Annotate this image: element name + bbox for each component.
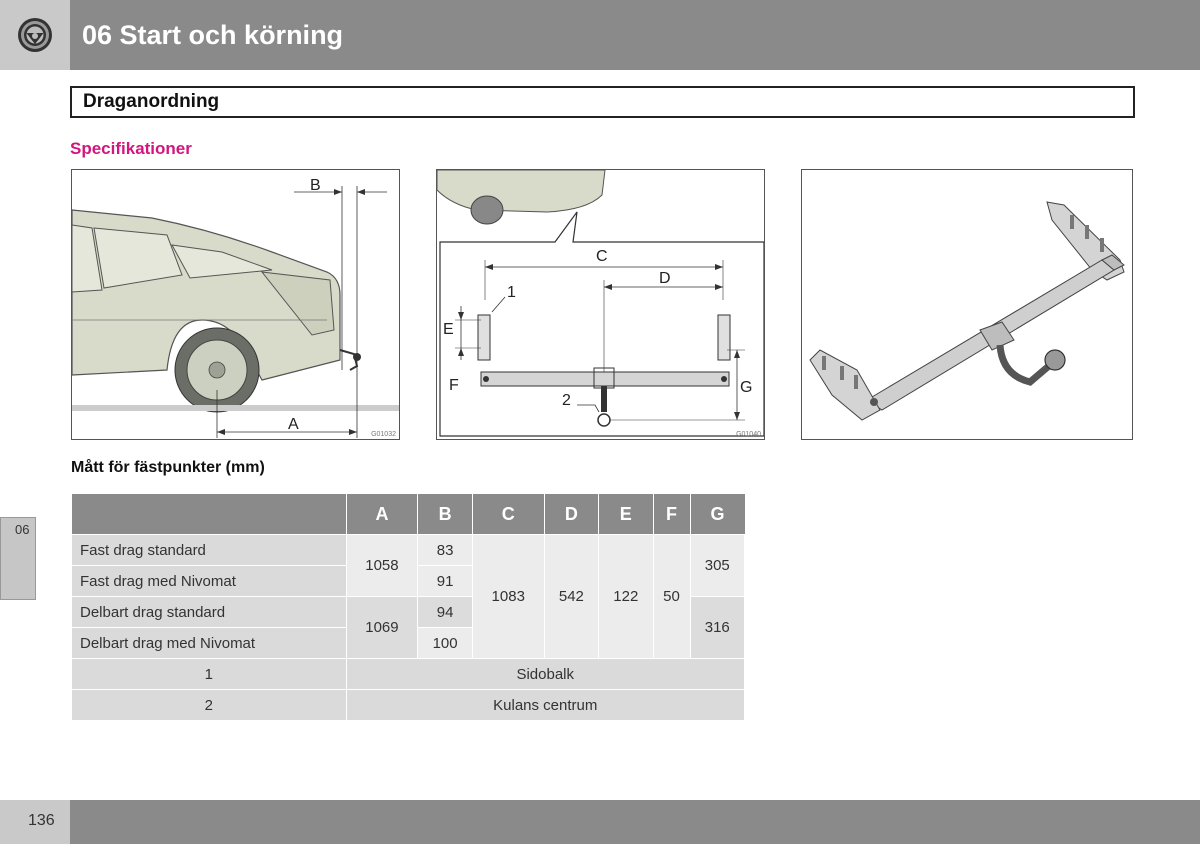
header-blank <box>72 494 347 535</box>
column-header-b: B <box>418 494 472 535</box>
section-title-box <box>70 86 1135 118</box>
value-g-delbart: 316 <box>690 597 745 659</box>
value-b: 100 <box>418 628 472 659</box>
value-f: 50 <box>653 535 690 659</box>
figure-code: G01032 <box>371 431 396 438</box>
dimension-label-d: D <box>659 270 671 287</box>
table-row <box>72 535 745 566</box>
value-b: 94 <box>418 597 472 628</box>
value-a-fast: 1058 <box>346 535 418 597</box>
chapter-title: 06 Start och körning <box>82 20 344 50</box>
row-label: Delbart drag med Nivomat <box>72 628 347 659</box>
row-label: Fast drag standard <box>72 535 347 566</box>
figure-towbar-perspective <box>801 169 1133 440</box>
dimension-label-g: G <box>740 379 753 396</box>
value-b: 83 <box>418 535 472 566</box>
chapter-side-tab <box>0 517 36 600</box>
side-tab-label: 06 <box>15 522 30 537</box>
row-label: Fast drag med Nivomat <box>72 566 347 597</box>
column-header-f: F <box>653 494 690 535</box>
dimension-label-b: B <box>310 177 321 194</box>
column-header-d: D <box>544 494 598 535</box>
value-g-fast: 305 <box>690 535 745 597</box>
column-header-a: A <box>346 494 418 535</box>
subheading-specifications: Specifikationer <box>70 139 192 158</box>
towbar-rear-illustration <box>437 170 765 440</box>
row-label: Delbart drag standard <box>72 597 347 628</box>
value-e: 122 <box>599 535 653 659</box>
dimension-label-a: A <box>288 416 299 433</box>
column-header-c: C <box>472 494 544 535</box>
value-d: 542 <box>544 535 598 659</box>
value-a-delbart: 1069 <box>346 597 418 659</box>
header-icon-area <box>0 0 70 70</box>
page-number: 136 <box>28 812 55 829</box>
callout-label-2: 2 <box>562 392 571 409</box>
car-rear-illustration <box>72 170 400 440</box>
legend-number: 1 <box>72 659 347 690</box>
towbar-perspective-illustration <box>802 170 1133 440</box>
footer-bar <box>70 800 1200 844</box>
legend-row <box>72 690 745 721</box>
value-b: 91 <box>418 566 472 597</box>
legend-text: Sidobalk <box>346 659 745 690</box>
dimension-label-e: E <box>443 321 454 338</box>
column-header-e: E <box>599 494 653 535</box>
section-title: Draganordning <box>83 91 220 112</box>
steering-wheel-icon <box>17 17 53 53</box>
legend-text: Kulans centrum <box>346 690 745 721</box>
legend-number: 2 <box>72 690 347 721</box>
callout-label-1: 1 <box>507 284 516 301</box>
value-c: 1083 <box>472 535 544 659</box>
table-caption: Mått för fästpunkter (mm) <box>71 459 265 476</box>
figure-car-rear <box>71 169 400 440</box>
dimension-label-c: C <box>596 248 608 265</box>
dimension-label-f: F <box>449 377 459 394</box>
column-header-g: G <box>690 494 745 535</box>
figure-towbar-rear <box>436 169 765 440</box>
table-header-row <box>72 494 745 535</box>
legend-row <box>72 659 745 690</box>
figure-code: G01040 <box>736 431 761 438</box>
mounting-points-table <box>71 494 745 721</box>
